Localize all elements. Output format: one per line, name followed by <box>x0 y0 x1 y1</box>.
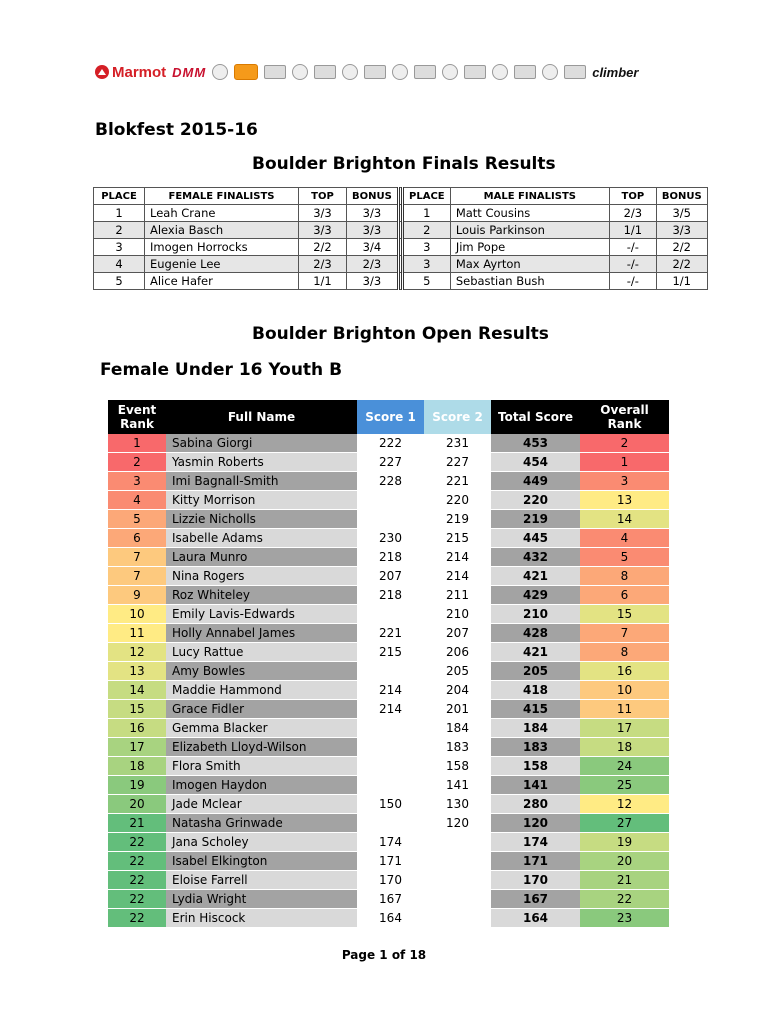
total-score-cell: 445 <box>491 529 580 548</box>
total-score-cell: 428 <box>491 624 580 643</box>
score-2-cell: 221 <box>424 472 491 491</box>
score-1-cell: 222 <box>357 434 424 453</box>
name-cell: Elizabeth Lloyd-Wilson <box>166 738 357 757</box>
event-rank-cell: 18 <box>108 757 166 776</box>
finals-row <box>94 256 708 273</box>
total-score-cell: 219 <box>491 510 580 529</box>
sponsor-logo-icon <box>514 65 536 79</box>
overall-rank-cell: 18 <box>580 738 669 757</box>
female-name: Leah Crane <box>145 205 299 222</box>
overall-rank-cell: 19 <box>580 833 669 852</box>
open-header-row <box>108 400 669 434</box>
event-rank-cell: 13 <box>108 662 166 681</box>
name-cell: Gemma Blacker <box>166 719 357 738</box>
name-cell: Isabelle Adams <box>166 529 357 548</box>
score-1-cell: 171 <box>357 852 424 871</box>
score-2-cell: 206 <box>424 643 491 662</box>
male-place: 1 <box>402 205 450 222</box>
score-1-cell: 228 <box>357 472 424 491</box>
name-cell: Laura Munro <box>166 548 357 567</box>
name-cell: Yasmin Roberts <box>166 453 357 472</box>
results-row <box>108 719 669 738</box>
event-rank-cell: 22 <box>108 909 166 928</box>
male-place: 2 <box>402 222 450 239</box>
female-place: 4 <box>94 256 145 273</box>
event-rank-cell: 2 <box>108 453 166 472</box>
total-score-cell: 174 <box>491 833 580 852</box>
male-bonus: 2/2 <box>656 256 707 273</box>
score-1-cell: 214 <box>357 681 424 700</box>
score-2-cell: 205 <box>424 662 491 681</box>
female-top: 3/3 <box>299 205 347 222</box>
score-2-cell: 201 <box>424 700 491 719</box>
score-1-cell: 215 <box>357 643 424 662</box>
overall-rank-cell: 5 <box>580 548 669 567</box>
name-cell: Lydia Wright <box>166 890 357 909</box>
header-event-rank: Event Rank <box>108 400 166 434</box>
male-place: 5 <box>402 273 450 290</box>
total-score-cell: 421 <box>491 643 580 662</box>
male-name: Max Ayrton <box>450 256 609 273</box>
score-1-cell: 227 <box>357 453 424 472</box>
name-cell: Sabina Giorgi <box>166 434 357 453</box>
female-name: Imogen Horrocks <box>145 239 299 256</box>
male-bonus: 3/3 <box>656 222 707 239</box>
event-rank-cell: 5 <box>108 510 166 529</box>
female-place: 1 <box>94 205 145 222</box>
event-rank-cell: 22 <box>108 871 166 890</box>
total-score-cell: 453 <box>491 434 580 453</box>
event-rank-cell: 15 <box>108 700 166 719</box>
event-rank-cell: 7 <box>108 548 166 567</box>
score-1-cell: 230 <box>357 529 424 548</box>
overall-rank-cell: 22 <box>580 890 669 909</box>
name-cell: Imi Bagnall-Smith <box>166 472 357 491</box>
results-row <box>108 757 669 776</box>
event-rank-cell: 10 <box>108 605 166 624</box>
dmm-logo: DMM <box>172 64 207 80</box>
marmot-logo <box>95 64 166 81</box>
event-rank-cell: 7 <box>108 567 166 586</box>
header-total-score: Total Score <box>491 400 580 434</box>
total-score-cell: 210 <box>491 605 580 624</box>
event-rank-cell: 11 <box>108 624 166 643</box>
male-place: 3 <box>402 256 450 273</box>
name-cell: Flora Smith <box>166 757 357 776</box>
results-row <box>108 776 669 795</box>
score-2-cell: 227 <box>424 453 491 472</box>
male-name: Jim Pope <box>450 239 609 256</box>
score-2-cell: 130 <box>424 795 491 814</box>
overall-rank-cell: 21 <box>580 871 669 890</box>
score-2-cell: 220 <box>424 491 491 510</box>
female-name: Alexia Basch <box>145 222 299 239</box>
sponsor-logo-icon <box>414 65 436 79</box>
overall-rank-cell: 2 <box>580 434 669 453</box>
male-place: 3 <box>402 239 450 256</box>
finals-row <box>94 222 708 239</box>
score-2-cell: 219 <box>424 510 491 529</box>
name-cell: Grace Fidler <box>166 700 357 719</box>
overall-rank-cell: 13 <box>580 491 669 510</box>
overall-rank-cell: 20 <box>580 852 669 871</box>
name-cell: Amy Bowles <box>166 662 357 681</box>
total-score-cell: 141 <box>491 776 580 795</box>
results-row <box>108 643 669 662</box>
results-row <box>108 453 669 472</box>
score-1-cell: 214 <box>357 700 424 719</box>
male-top: -/- <box>609 239 656 256</box>
female-bonus: 3/3 <box>347 205 399 222</box>
total-score-cell: 449 <box>491 472 580 491</box>
score-1-cell: 221 <box>357 624 424 643</box>
sponsor-logo-circle-icon <box>342 64 358 80</box>
overall-rank-cell: 7 <box>580 624 669 643</box>
overall-rank-cell: 8 <box>580 567 669 586</box>
overall-rank-cell: 14 <box>580 510 669 529</box>
overall-rank-cell: 24 <box>580 757 669 776</box>
score-2-cell: 211 <box>424 586 491 605</box>
total-score-cell: 184 <box>491 719 580 738</box>
score-2-cell: 231 <box>424 434 491 453</box>
female-bonus: 3/3 <box>347 222 399 239</box>
name-cell: Jana Scholey <box>166 833 357 852</box>
female-place: 5 <box>94 273 145 290</box>
header-top-male: TOP <box>609 188 656 205</box>
score-1-cell: 170 <box>357 871 424 890</box>
score-1-cell: 218 <box>357 548 424 567</box>
score-2-cell <box>424 871 491 890</box>
total-score-cell: 415 <box>491 700 580 719</box>
overall-rank-cell: 25 <box>580 776 669 795</box>
score-1-cell: 207 <box>357 567 424 586</box>
female-name: Alice Hafer <box>145 273 299 290</box>
total-score-cell: 158 <box>491 757 580 776</box>
header-top-female: TOP <box>299 188 347 205</box>
overall-rank-cell: 15 <box>580 605 669 624</box>
total-score-cell: 220 <box>491 491 580 510</box>
total-score-cell: 120 <box>491 814 580 833</box>
results-row <box>108 491 669 510</box>
score-2-cell: 141 <box>424 776 491 795</box>
total-score-cell: 280 <box>491 795 580 814</box>
results-row <box>108 814 669 833</box>
score-2-cell: 214 <box>424 548 491 567</box>
male-name: Matt Cousins <box>450 205 609 222</box>
sponsor-logo-circle-icon <box>392 64 408 80</box>
sponsor-logo-circle-icon <box>442 64 458 80</box>
name-cell: Holly Annabel James <box>166 624 357 643</box>
overall-rank-cell: 6 <box>580 586 669 605</box>
header-male-finalists: MALE FINALISTS <box>450 188 609 205</box>
total-score-cell: 418 <box>491 681 580 700</box>
header-overall-rank: Overall Rank <box>580 400 669 434</box>
results-row <box>108 852 669 871</box>
male-top: 2/3 <box>609 205 656 222</box>
name-cell: Roz Whiteley <box>166 586 357 605</box>
open-results-table <box>108 400 669 928</box>
name-cell: Natasha Grinwade <box>166 814 357 833</box>
document-title: Blokfest 2015-16 <box>95 120 258 140</box>
male-bonus: 1/1 <box>656 273 707 290</box>
score-2-cell: 215 <box>424 529 491 548</box>
event-rank-cell: 9 <box>108 586 166 605</box>
overall-rank-cell: 17 <box>580 719 669 738</box>
female-top: 1/1 <box>299 273 347 290</box>
score-1-cell: 164 <box>357 909 424 928</box>
score-1-cell <box>357 491 424 510</box>
score-1-cell: 150 <box>357 795 424 814</box>
on-logo <box>234 64 258 80</box>
sponsor-logo-circle-icon <box>492 64 508 80</box>
name-cell: Jade Mclear <box>166 795 357 814</box>
female-place: 2 <box>94 222 145 239</box>
header-full-name: Full Name <box>166 400 357 434</box>
header-place-male: PLACE <box>402 188 450 205</box>
finals-header-row <box>94 188 708 205</box>
event-rank-cell: 6 <box>108 529 166 548</box>
name-cell: Lizzie Nicholls <box>166 510 357 529</box>
name-cell: Isabel Elkington <box>166 852 357 871</box>
header-bonus-male: BONUS <box>656 188 707 205</box>
score-1-cell <box>357 719 424 738</box>
total-score-cell: 454 <box>491 453 580 472</box>
results-row <box>108 548 669 567</box>
female-place: 3 <box>94 239 145 256</box>
total-score-cell: 183 <box>491 738 580 757</box>
score-1-cell <box>357 757 424 776</box>
finals-results-table <box>93 187 708 290</box>
event-rank-cell: 21 <box>108 814 166 833</box>
sponsor-logo-icon <box>364 65 386 79</box>
header-score-1: Score 1 <box>357 400 424 434</box>
score-2-cell: 158 <box>424 757 491 776</box>
results-row <box>108 529 669 548</box>
name-cell: Emily Lavis-Edwards <box>166 605 357 624</box>
female-name: Eugenie Lee <box>145 256 299 273</box>
sponsor-logo-icon <box>464 65 486 79</box>
score-2-cell: 210 <box>424 605 491 624</box>
results-row <box>108 833 669 852</box>
sponsor-logo-circle-icon <box>542 64 558 80</box>
event-rank-cell: 16 <box>108 719 166 738</box>
score-2-cell: 214 <box>424 567 491 586</box>
header-female-finalists: FEMALE FINALISTS <box>145 188 299 205</box>
marmot-wordmark: Marmot <box>112 63 167 81</box>
results-row <box>108 605 669 624</box>
header-place-female: PLACE <box>94 188 145 205</box>
open-results-title: Boulder Brighton Open Results <box>252 324 549 344</box>
male-bonus: 2/2 <box>656 239 707 256</box>
overall-rank-cell: 16 <box>580 662 669 681</box>
name-cell: Imogen Haydon <box>166 776 357 795</box>
results-row <box>108 472 669 491</box>
event-rank-cell: 4 <box>108 491 166 510</box>
total-score-cell: 170 <box>491 871 580 890</box>
finals-title: Boulder Brighton Finals Results <box>252 154 556 174</box>
name-cell: Nina Rogers <box>166 567 357 586</box>
score-2-cell <box>424 909 491 928</box>
overall-rank-cell: 3 <box>580 472 669 491</box>
sponsor-logo-icon <box>264 65 286 79</box>
total-score-cell: 421 <box>491 567 580 586</box>
results-row <box>108 662 669 681</box>
score-1-cell: 167 <box>357 890 424 909</box>
male-name: Louis Parkinson <box>450 222 609 239</box>
overall-rank-cell: 4 <box>580 529 669 548</box>
total-score-cell: 205 <box>491 662 580 681</box>
score-1-cell <box>357 510 424 529</box>
page-number: Page 1 of 18 <box>341 948 427 962</box>
results-row <box>108 567 669 586</box>
score-1-cell: 218 <box>357 586 424 605</box>
score-2-cell <box>424 833 491 852</box>
sponsor-logo-icon <box>564 65 586 79</box>
total-score-cell: 432 <box>491 548 580 567</box>
event-rank-cell: 3 <box>108 472 166 491</box>
total-score-cell: 167 <box>491 890 580 909</box>
male-top: 1/1 <box>609 222 656 239</box>
results-row <box>108 871 669 890</box>
category-title: Female Under 16 Youth B <box>100 360 343 380</box>
marmot-mark-icon <box>95 65 109 79</box>
score-2-cell: 204 <box>424 681 491 700</box>
results-row <box>108 795 669 814</box>
overall-rank-cell: 8 <box>580 643 669 662</box>
event-rank-cell: 22 <box>108 890 166 909</box>
male-top: -/- <box>609 256 656 273</box>
event-rank-cell: 22 <box>108 833 166 852</box>
score-1-cell <box>357 776 424 795</box>
sponsor-logo-circle-icon <box>292 64 308 80</box>
overall-rank-cell: 10 <box>580 681 669 700</box>
score-1-cell: 174 <box>357 833 424 852</box>
finals-row <box>94 273 708 290</box>
overall-rank-cell: 27 <box>580 814 669 833</box>
header-bonus-female: BONUS <box>347 188 399 205</box>
female-bonus: 3/3 <box>347 273 399 290</box>
event-rank-cell: 20 <box>108 795 166 814</box>
score-2-cell: 184 <box>424 719 491 738</box>
overall-rank-cell: 1 <box>580 453 669 472</box>
event-rank-cell: 19 <box>108 776 166 795</box>
sponsor-logo-strip <box>95 56 680 88</box>
score-2-cell <box>424 890 491 909</box>
score-2-cell <box>424 852 491 871</box>
name-cell: Erin Hiscock <box>166 909 357 928</box>
name-cell: Kitty Morrison <box>166 491 357 510</box>
results-row <box>108 700 669 719</box>
results-row <box>108 738 669 757</box>
female-bonus: 3/4 <box>347 239 399 256</box>
overall-rank-cell: 11 <box>580 700 669 719</box>
female-top: 2/3 <box>299 256 347 273</box>
results-row <box>108 890 669 909</box>
event-rank-cell: 1 <box>108 434 166 453</box>
score-2-cell: 183 <box>424 738 491 757</box>
score-1-cell <box>357 814 424 833</box>
results-row <box>108 586 669 605</box>
event-rank-cell: 14 <box>108 681 166 700</box>
name-cell: Eloise Farrell <box>166 871 357 890</box>
score-1-cell <box>357 605 424 624</box>
finals-row <box>94 239 708 256</box>
name-cell: Lucy Rattue <box>166 643 357 662</box>
results-row <box>108 624 669 643</box>
total-score-cell: 164 <box>491 909 580 928</box>
score-1-cell <box>357 738 424 757</box>
male-top: -/- <box>609 273 656 290</box>
results-row <box>108 681 669 700</box>
event-rank-cell: 12 <box>108 643 166 662</box>
finals-row <box>94 205 708 222</box>
female-top: 3/3 <box>299 222 347 239</box>
score-2-cell: 207 <box>424 624 491 643</box>
sponsor-logo-icon <box>314 65 336 79</box>
male-bonus: 3/5 <box>656 205 707 222</box>
event-rank-cell: 22 <box>108 852 166 871</box>
female-top: 2/2 <box>299 239 347 256</box>
climber-logo: climber <box>592 64 639 80</box>
score-1-cell <box>357 662 424 681</box>
overall-rank-cell: 23 <box>580 909 669 928</box>
results-row <box>108 434 669 453</box>
event-rank-cell: 17 <box>108 738 166 757</box>
female-bonus: 2/3 <box>347 256 399 273</box>
total-score-cell: 171 <box>491 852 580 871</box>
overall-rank-cell: 12 <box>580 795 669 814</box>
results-row <box>108 510 669 529</box>
total-score-cell: 429 <box>491 586 580 605</box>
results-row <box>108 909 669 928</box>
score-2-cell: 120 <box>424 814 491 833</box>
header-score-2: Score 2 <box>424 400 491 434</box>
name-cell: Maddie Hammond <box>166 681 357 700</box>
male-name: Sebastian Bush <box>450 273 609 290</box>
sponsor-logo-hand-icon <box>212 64 228 80</box>
